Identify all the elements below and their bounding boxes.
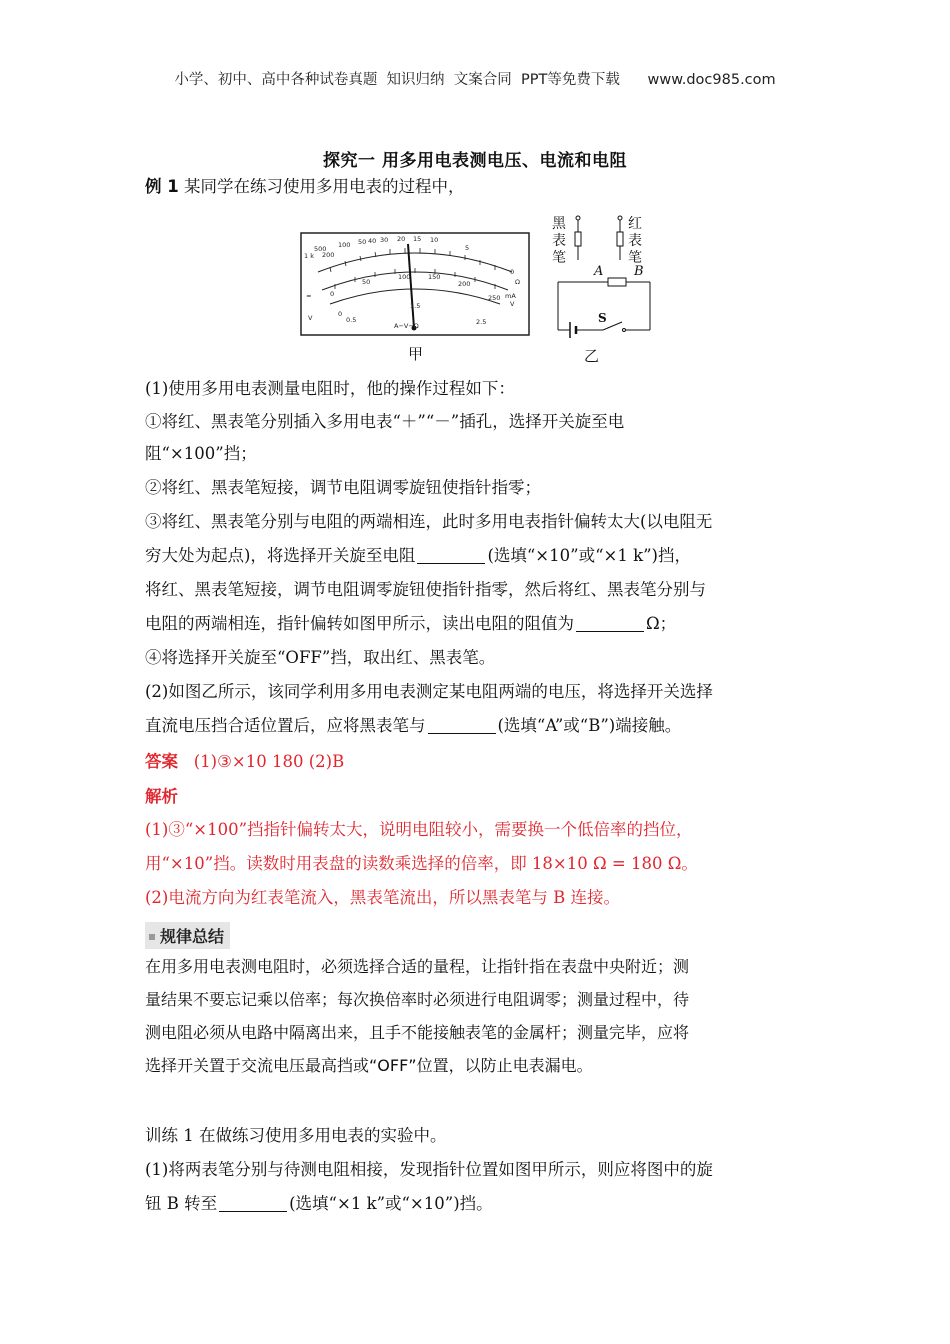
answer-blank-2 [576,613,644,632]
ma-label: mA [505,292,516,300]
red-probe-char-2: 表 [628,233,642,249]
section-title: 探究一 用多用电表测电压、电流和电阻 [323,151,627,171]
part2-line1: (2)如图乙所示，该同学利用多用电表测定某电阻两端的电压，将选择开关选择 [145,682,713,701]
v-label-right: V [510,300,515,308]
left-top-label: ≈ [306,292,312,300]
ohm-tick-10: 10 [430,236,439,244]
ac-tick-0: 0 [338,310,343,318]
part2-line2 [145,714,810,738]
point-b: B [634,264,644,279]
black-probe-char-3: 笔 [552,250,566,266]
training-line2-b: (选填“×1 k”或“×10”)挡。 [289,1194,493,1213]
answer-blank-1 [417,545,485,564]
answer-blank-3 [428,715,496,734]
ohm-symbol: Ω [515,278,520,286]
step3-line2 [145,544,810,568]
summary-line2: 量结果不要忘记乘以倍率；每次换倍率时必须进行电阻调零；测量过程中，待 [145,990,690,1009]
step3-line3: 将红、黑表笔短接，调节电阻调零旋钮使指针指零，然后将红、黑表笔分别与 [145,580,706,599]
figure-a-caption: 甲 [408,345,424,363]
answer-blank-4 [219,1193,287,1212]
training-title: 训练 1 在做练习使用多用电表的实验中。 [145,1126,447,1145]
example-intro [145,175,810,199]
summary-line1: 在用多用电表测电阻时，必须选择合适的量程，让指针指在表盘中央附近；测 [145,957,690,976]
step1-line2: 阻“×100”挡； [145,444,257,463]
black-probe-char-2: 表 [552,233,566,249]
step1-line1: ①将红、黑表笔分别插入多用电表“＋”“－”插孔，选择开关旋至电 [145,412,625,431]
analysis-label: 解析 [145,787,178,806]
analysis-line1: (1)③“×100”挡指针偏转太大，说明电阻较小，需要换一个低倍率的挡位， [145,820,693,839]
step3-line4-b: Ω； [646,614,677,633]
summary-line3: 测电阻必须从电路中隔离出来，且手不能接触表笔的金属杆；测量完毕，应将 [145,1023,690,1042]
dc-tick-150: 150 [428,273,441,281]
summary-tag [145,922,230,949]
part2-line2-a: 直流电压挡合适位置后，应将黑表笔与 [145,716,426,735]
ohm-tick-30: 30 [380,236,389,244]
ohm-tick-5: 5 [465,244,470,252]
summary-tag-text: 规律总结 [160,927,225,946]
ohm-tick-0: 0 [510,268,515,276]
dc-tick-50: 50 [362,278,371,286]
training-line2-a: 钮 B 转至 [145,1194,218,1213]
dc-tick-200: 200 [458,280,471,288]
analysis-line2: 用“×10”挡。读数时用表盘的读数乘选择的倍率，即 18×10 Ω = 180 Ω。 [145,854,698,873]
analysis-line3: (2)电流方向为红表笔流入，黑表笔流出，所以黑表笔与 B 连接。 [145,888,620,907]
center-label: A−V−Ω [394,322,419,330]
page-header: 小学、初中、高中各种试卷真题 知识归纳 文案合同 PPT等免费下载 www.doc985.com [174,72,776,88]
training-line1: (1)将两表笔分别与待测电阻相接，发现指针位置如图甲所示，则应将图中的旋 [145,1160,713,1179]
step3-line2-b: (选填“×10”或“×1 k”)挡， [487,546,691,565]
part2-line2-b: (选填“A”或“B”)端接触。 [497,716,682,735]
point-a: A [594,264,604,279]
circuit-figure [548,212,658,342]
ohm-tick-1k: 1 k [304,252,314,260]
ac-tick-25: 2.5 [476,318,487,326]
ohm-tick-20: 20 [397,235,406,243]
ohm-tick-200: 200 [322,251,335,259]
dc-tick-100: 100 [398,273,411,281]
summary-line4: 选择开关置于交流电压最高挡或“OFF”位置，以防止电表漏电。 [145,1056,593,1075]
dc-tick-250: 250 [488,294,501,302]
figure-b-caption: 乙 [584,347,600,365]
part1-intro: (1)使用多用电表测量电阻时，他的操作过程如下： [145,379,515,398]
switch-label: S [598,311,607,325]
step2: ②将红、黑表笔短接，调节电阻调零旋钮使指针指零； [145,478,541,497]
training-line2 [145,1192,810,1216]
answer-text: (1)③×10 180 (2)B [193,752,345,771]
step3-line1: ③将红、黑表笔分别与电阻的两端相连，此时多用电表指针偏转太大(以电阻无 [145,512,713,531]
black-probe-char-1: 黑 [552,216,566,232]
ohm-tick-40: 40 [368,237,377,245]
step3-line4 [145,612,810,636]
ac-tick-05: 0.5 [346,316,357,324]
step4: ④将选择开关旋至“OFF”挡，取出红、黑表笔。 [145,648,496,667]
ohm-tick-50: 50 [358,238,367,246]
ohm-tick-15: 15 [413,235,422,243]
answer-line [145,750,810,774]
step3-line4-a: 电阻的两端相连，指针偏转如图甲所示，读出电阻的阻值为 [145,614,574,633]
answer-label: 答案 [145,752,178,771]
ohm-tick-500: 500 [314,245,327,253]
ohm-tick-100: 100 [338,241,351,249]
example-label: 例 1 [145,177,179,196]
tag-square-icon [149,934,155,940]
red-probe-char-1: 红 [628,216,642,232]
multimeter-dial-figure [300,232,530,336]
left-bottom-label: V [308,314,313,322]
dc-tick-0: 0 [330,290,335,298]
ac-tick-15: 1.5 [410,302,421,310]
example-text: 某同学在练习使用多用电表的过程中， [183,177,465,196]
red-probe-char-3: 笔 [628,250,642,266]
step3-line2-a: 穷大处为起点)，将选择开关旋至电阻 [145,546,416,565]
